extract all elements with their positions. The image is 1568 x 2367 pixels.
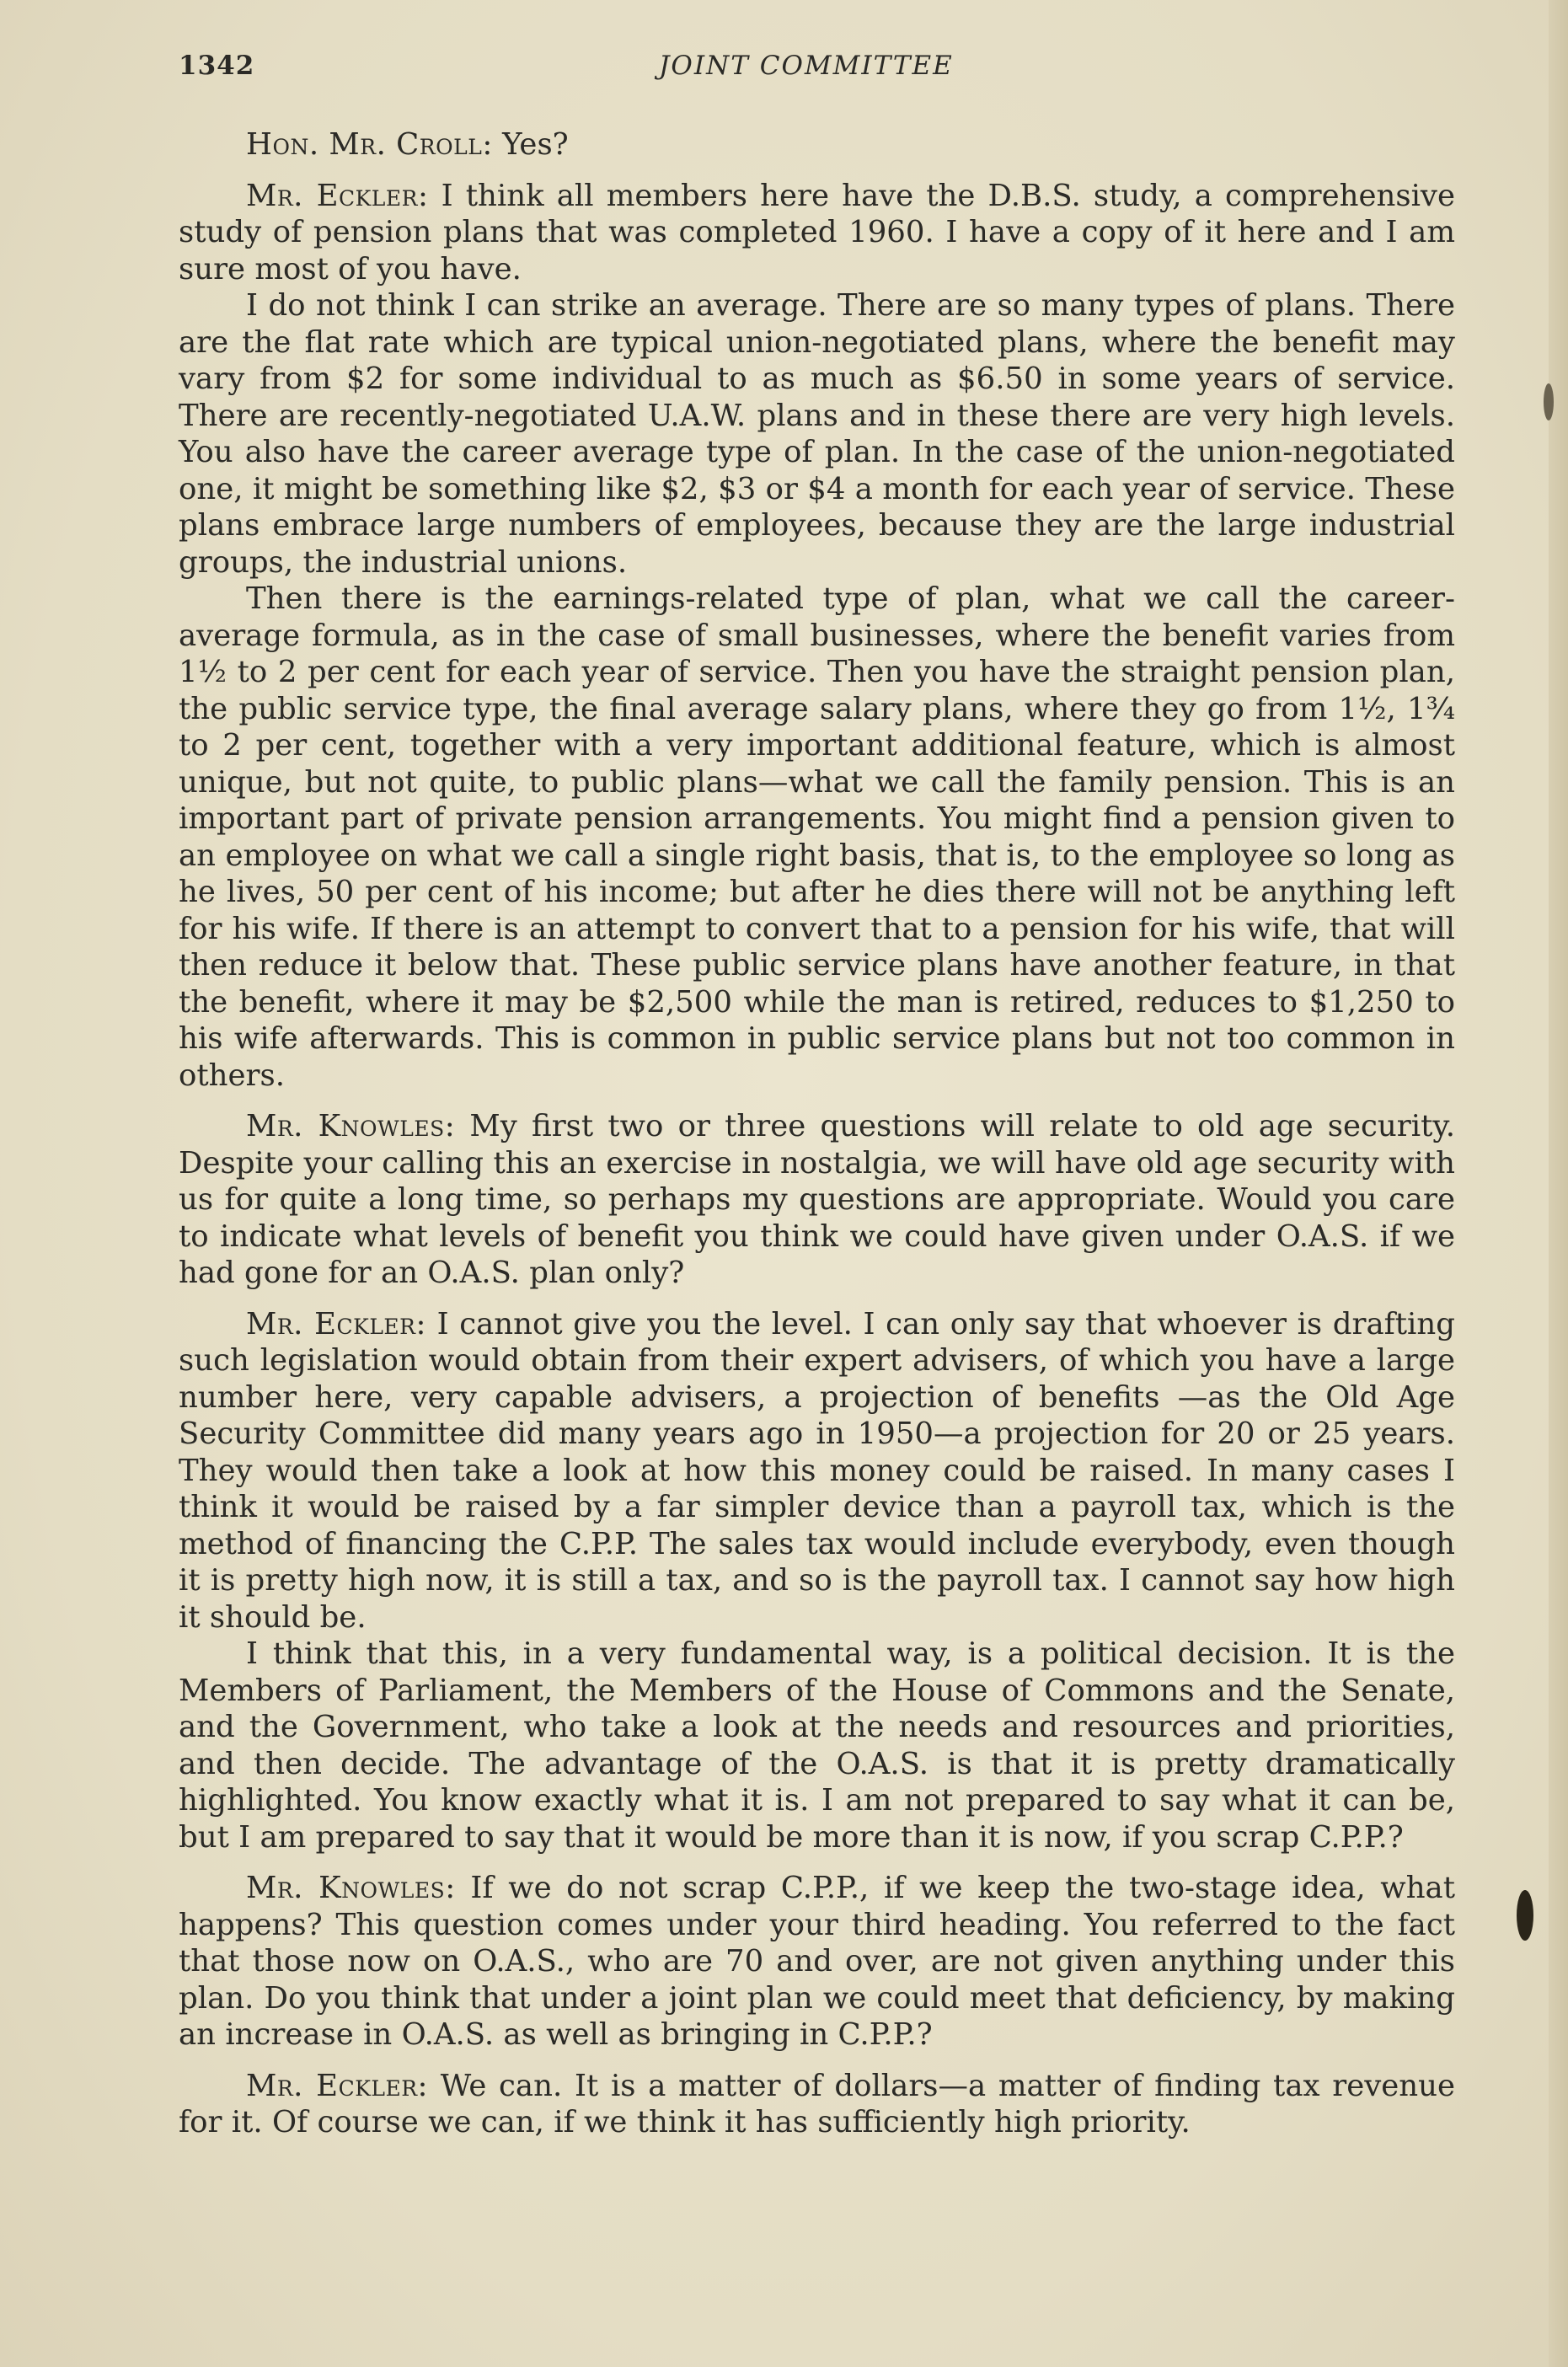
speaker-label: Mr. Knowles:	[246, 1109, 456, 1143]
speaker-label: Mr. Eckler:	[246, 178, 429, 213]
running-head: JOINT COMMITTEE	[659, 51, 954, 81]
paragraph-text: I think that this, in a very fundamental way, is a political decision. It is the Members of Parliament, the Members of the House of Commons and the Senate, and the Government, who take a look at the needs and resources and priorities, and then decide. The advantage of the O.A.S. is that it is pretty dramatically highlighted. You know exactly what it is. I am not prepared to say what it can be, but I am prepared to say that it would be more than it is now, if you scrap C.P.P.?	[179, 1636, 1455, 1855]
paragraph-text: If we do not scrap C.P.P., if we keep the two-stage idea, what happens? This question comes under your third heading. You referred to the fact that those now on O.A.S., who are 70 and over, are not given anything under this plan. Do you think that under a joint plan we could meet that deficiency, by making an increase in O.A.S. as well as bringing in C.P.P.?	[179, 1871, 1455, 2052]
paragraph-text: I cannot give you the level. I can only say that whoever is drafting such legislation would obtain from their expert advisers, of which you have a large number here, very capable advisers, a projection of benefits —as the Old Age Security Committee did many years ago in 1950—a projection for 20 or 25 years. They would then take a look at how this money could be raised. In many cases I think it would be raised by a far simpler device than a payroll tax, which is the method of financing the C.P.P. The sales tax would include everybody, even though it is pretty high now, it is still a tax, and so is the payroll tax. I cannot say how high it should be.	[179, 1306, 1455, 1635]
paragraph-text: We can. It is a matter of dollars—a matter of finding tax revenue for it. Of course we can, if we think it has sufficiently high priority.	[179, 2068, 1455, 2139]
page-number: 1342	[179, 51, 255, 81]
paragraph	[179, 1870, 1455, 2054]
paragraph	[179, 581, 1455, 1094]
binding-hole-mark	[1544, 383, 1554, 420]
paragraph	[179, 126, 1455, 163]
speaker-label: Mr. Eckler:	[246, 1306, 426, 1341]
speaker-label: Mr. Eckler:	[246, 2068, 429, 2103]
paragraph	[179, 178, 1455, 288]
paragraph-text: My first two or three questions will relate to old age security. Despite your calling this an exercise in nostalgia, we will have old age security with us for quite a long time, so perhaps my questions are appropriate. Would you care to indicate what levels of benefit you think we could have given under O.A.S. if we had gone for an O.A.S. plan only?	[179, 1109, 1455, 1290]
paragraph-text: Then there is the earnings-related type of plan, what we call the career-average formula, as in the case of small businesses, where the benefit varies from 1½ to 2 per cent for each year of service. Then you have the straight pension plan, the public service type, the final average salary plans, where they go from 1½, 1¾ to 2 per cent, together with a very important additional feature, which is almost unique, but not quite, to public plans—what we call the family pension. This is an important part of private pension arrangements. You might find a pension given to an employee on what we call a single right basis, that is, to the employee so long as he lives, 50 per cent of his income; but after he dies there will not be anything left for his wife. If there is an attempt to convert that to a pension for his wife, that will then reduce it below that. These public service plans have another feature, in that the benefit, where it may be $2,500 while the man is retired, reduces to $1,250 to his wife afterwards. This is common in public service plans but not too common in others.	[179, 581, 1455, 1093]
paragraph-text: Yes?	[492, 127, 569, 162]
binding-hole-mark	[1517, 1890, 1533, 1941]
paragraph	[179, 1636, 1455, 1856]
paragraph	[179, 2068, 1455, 2141]
page-header	[179, 51, 1459, 93]
speaker-label: Hon. Mr. Croll:	[246, 127, 493, 162]
page-edge-shadow	[1549, 0, 1568, 2367]
paragraph	[179, 1306, 1455, 1636]
speaker-label: Mr. Knowles:	[246, 1871, 456, 1905]
paragraph-text: I do not think I can strike an average. There are so many types of plans. There are the flat rate which are typical union-negotiated plans, where the benefit may vary from $2 for some individual to as much as $6.50 in some years of service. There are recently-negotiated U.A.W. plans and in these there are very high levels. You also have the career average type of plan. In the case of the union-negotiated one, it might be something like $2, $3 or $4 a month for each year of service. These plans embrace large numbers of employees, because they are the large industrial groups, the industrial unions.	[179, 288, 1455, 580]
paragraph	[179, 287, 1455, 581]
paragraph	[179, 1108, 1455, 1292]
transcript-body	[179, 126, 1455, 2141]
paragraph-text: I think all members here have the D.B.S. study, a comprehensive study of pension plans that was completed 1960. I have a copy of it here and I am sure most of you have.	[179, 178, 1455, 287]
